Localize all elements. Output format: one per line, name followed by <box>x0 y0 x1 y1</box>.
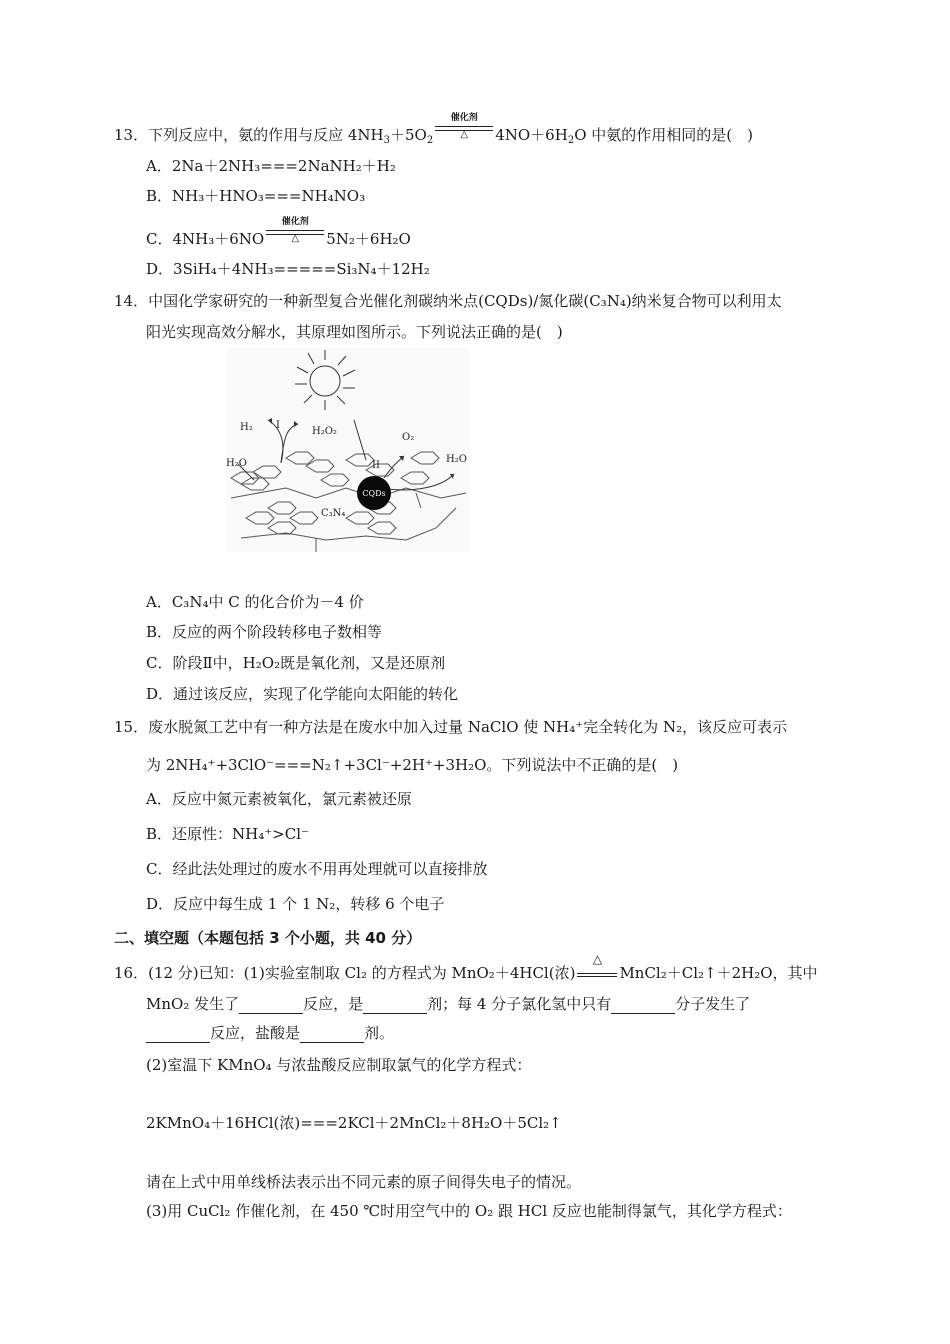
answer-blank-5[interactable] <box>300 1026 364 1043</box>
q13-option-d: D．3SiH₄＋4NH₃=====Si₃N₄＋12H₂ <box>146 260 430 278</box>
svg-text:H₂: H₂ <box>240 422 253 433</box>
svg-text:II: II <box>372 460 380 471</box>
q14-option-b: B．反应的两个阶段转移电子数相等 <box>146 623 383 641</box>
q13-option-b: B．NH₃＋HNO₃===NH₄NO₃ <box>146 187 366 205</box>
q15-option-a: A．反应中氮元素被氧化，氯元素被还原 <box>146 790 412 808</box>
q14-stem-line2: 阳光实现高效分解水，其原理如图所示。下列说法正确的是( ) <box>146 323 563 341</box>
catalyst-heat-condition: 催化剂 △ <box>435 125 493 145</box>
q16-line2: MnO₂ 发生了 反应，是 剂；每 4 分子氯化氢中只有 分子发生了 <box>146 995 751 1013</box>
section-title-fill-in: 二、填空题（本题包括 3 个小题，共 40 分） <box>114 929 422 947</box>
q13-number: 13． <box>114 126 149 144</box>
q13-option-c: C．4NH₃＋6NO 催化剂 △ 5N₂＋6H₂O <box>146 217 411 248</box>
q16-number: 16． <box>114 964 149 982</box>
q14-option-c: C．阶段Ⅱ中，H₂O₂既是氧化剂，又是还原剂 <box>146 654 446 672</box>
arrow-h2o2 <box>281 424 298 463</box>
q15-option-c: C．经此法处理过的废水不用再处理就可以直接排放 <box>146 860 488 878</box>
q13-option-a: A．2Na＋2NH₃===2NaNH₂＋H₂ <box>146 157 396 175</box>
answer-blank-4[interactable] <box>146 1026 210 1043</box>
svg-text:O₂: O₂ <box>402 432 415 443</box>
q16-part2-equation: 2KMnO₄＋16HCl(浓)===2KCl＋2MnCl₂＋8H₂O＋5Cl₂↑ <box>146 1114 562 1132</box>
q16-line1: 16．(12 分)已知：(1)实验室制取 Cl₂ 的方程式为 MnO₂＋4HCl(浓) △ MnCl₂＋Cl₂↑＋2H₂O，其中 <box>114 952 818 982</box>
q15-option-b: B．还原性：NH₄⁺>Cl⁻ <box>146 825 309 843</box>
q13-stem: 13．下列反应中，氨的作用与反应 $4NH_3+5O_2$ 催化剂 △ $4NO+6H_2O$ 中氨的作用相同的是( ) <box>114 113 753 146</box>
arrow-h2o <box>381 474 454 490</box>
q16-part2-intro: (2)室温下 KMnO₄ 与浓盐酸反应制取氯气的化学方程式： <box>146 1056 532 1074</box>
q14-option-a: A．C₃N₄中 C 的化合价为－4 价 <box>146 593 364 611</box>
svg-text:CQDs: CQDs <box>362 489 386 498</box>
c3n4-lattice <box>231 452 466 552</box>
answer-blank-2[interactable] <box>363 997 427 1014</box>
q16-part3: (3)用 CuCl₂ 作催化剂，在 450 ℃时用空气中的 O₂ 跟 HCl 反应也能制得氯气，其化学方程式： <box>146 1202 792 1220</box>
svg-text:H₂O: H₂O <box>446 454 467 465</box>
svg-text:H₂O₂: H₂O₂ <box>312 426 337 437</box>
svg-text:I: I <box>276 420 280 431</box>
svg-text:C₃N₄: C₃N₄ <box>321 508 346 519</box>
q15-option-d: D．反应中每生成 1 个 1 N₂，转移 6 个电子 <box>146 895 445 913</box>
sun-icon <box>295 350 355 410</box>
q14-option-d: D．通过该反应，实现了化学能向太阳能的转化 <box>146 685 459 703</box>
diagram-svg <box>226 348 470 552</box>
q14-stem-line1: 14．中国化学家研究的一种新型复合光催化剂碳纳米点(CQDs)/氮化碳(C₃N₄)纳米复合物可以利用太 <box>114 292 782 310</box>
q15-stem-line2: 为 2NH₄⁺+3ClO⁻===N₂↑+3Cl⁻+2H⁺+3H₂O。下列说法中不正确的是( ) <box>146 756 679 774</box>
q15-stem-line1: 15．废水脱氮工艺中有一种方法是在废水中加入过量 NaClO 使 NH₄⁺完全转化为 N₂，该反应可表示 <box>114 718 788 736</box>
arrow-o2 <box>384 456 404 478</box>
q16-part2-instruction: 请在上式中用单线桥法表示出不同元素的原子间得失电子的情况。 <box>146 1173 582 1191</box>
answer-blank-3[interactable] <box>611 997 675 1014</box>
answer-blank-1[interactable] <box>239 997 303 1014</box>
catalyst-heat-condition: 催化剂 △ <box>266 229 324 249</box>
svg-text:H₂O: H₂O <box>226 458 247 469</box>
q15-number: 15． <box>114 718 149 736</box>
q14-number: 14． <box>114 292 149 310</box>
photocatalysis-diagram <box>226 348 470 552</box>
heat-condition: △ <box>577 963 617 983</box>
q16-line3: 反应，盐酸是 剂。 <box>146 1023 394 1043</box>
